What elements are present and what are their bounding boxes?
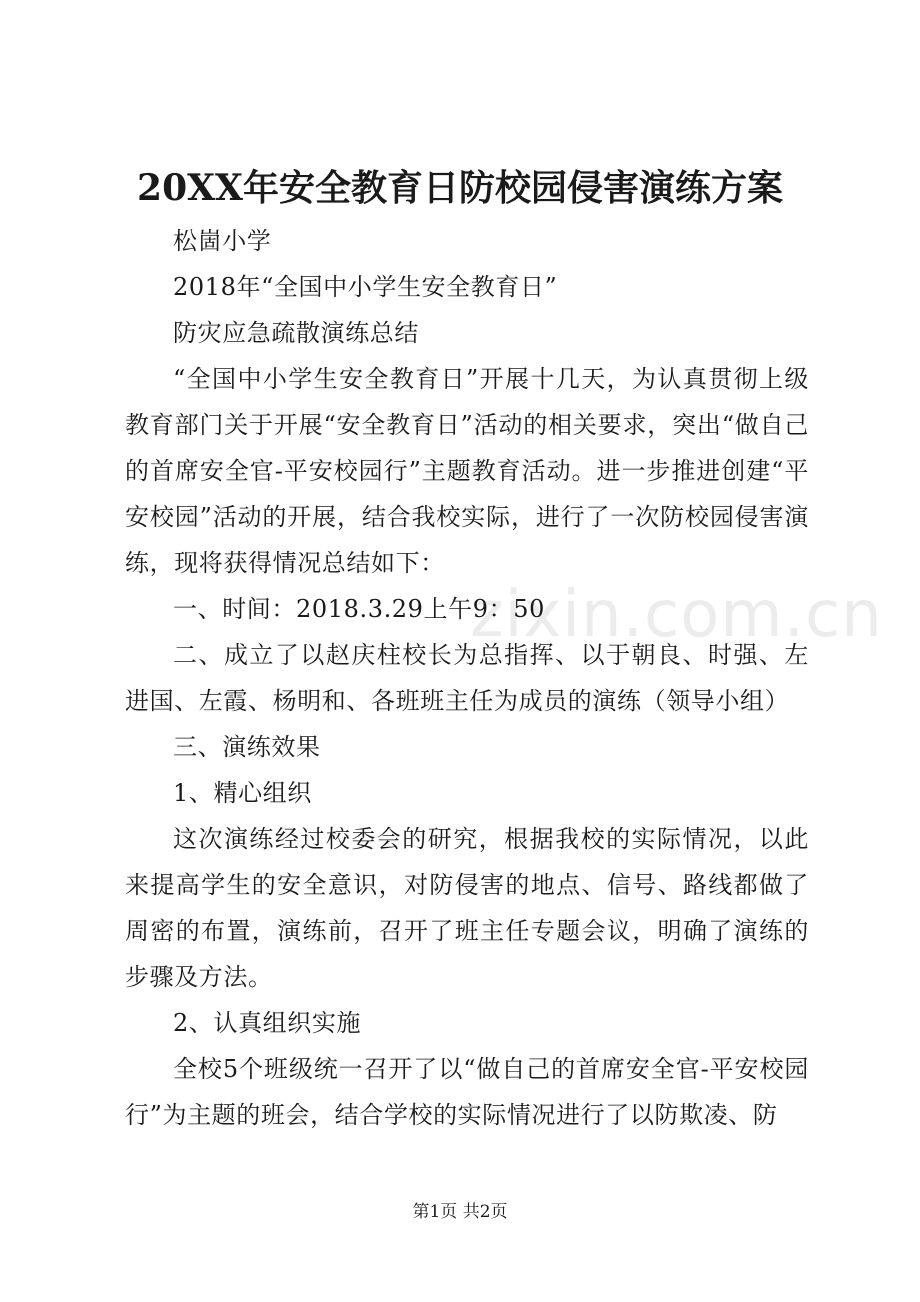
school-name: 松崮小学	[173, 227, 272, 255]
subtitle: 防灾应急疏散演练总结	[173, 319, 419, 347]
paragraph-leadership: 二、成立了以赵庆柱校长为总指挥、以于朝良、时强、左进国、左霞、杨明和、各班班主任为成员的演练（领导小组）	[125, 641, 809, 715]
paragraph-intro: “全国中小学生安全教育日”开展十几天，为认真贯彻上级教育部门关于开展“安全教育日”活动的相关要求，突出“做自己的首席安全官-平安校园行”主题教育活动。进一步推进创建“平安校园”活动的开展，结合我校实际，进行了一次防校园侵害演练，现将获得情况总结如下：	[125, 365, 809, 577]
section-heading-effect: 三、演练效果	[173, 733, 321, 761]
subsection-heading-1: 1、精心组织	[173, 779, 312, 807]
paragraph-time: 一、时间：2018.3.29上午9：50	[173, 595, 545, 623]
paragraph-organization: 这次演练经过校委会的研究，根据我校的实际情况，以此来提高学生的安全意识，对防侵害的地点、信号、路线都做了周密的布置，演练前，召开了班主任专题会议，明确了演练的步骤及方法。	[125, 825, 809, 991]
page-footer: 第1页 共2页	[412, 1202, 508, 1222]
paragraph-implementation: 全校5个班级统一召开了以“做自己的首席安全官-平安校园行”为主题的班会，结合学校的实际情况进行了以防欺凌、防	[125, 1055, 809, 1129]
event-heading: 2018年“全国中小学生安全教育日”	[173, 273, 558, 301]
document-body	[125, 218, 809, 1138]
watermark: zixin.com.cn	[470, 578, 883, 652]
document-title: 20XX年安全教育日防校园侵害演练方案	[137, 167, 783, 209]
subsection-heading-2: 2、认真组织实施	[173, 1009, 362, 1037]
